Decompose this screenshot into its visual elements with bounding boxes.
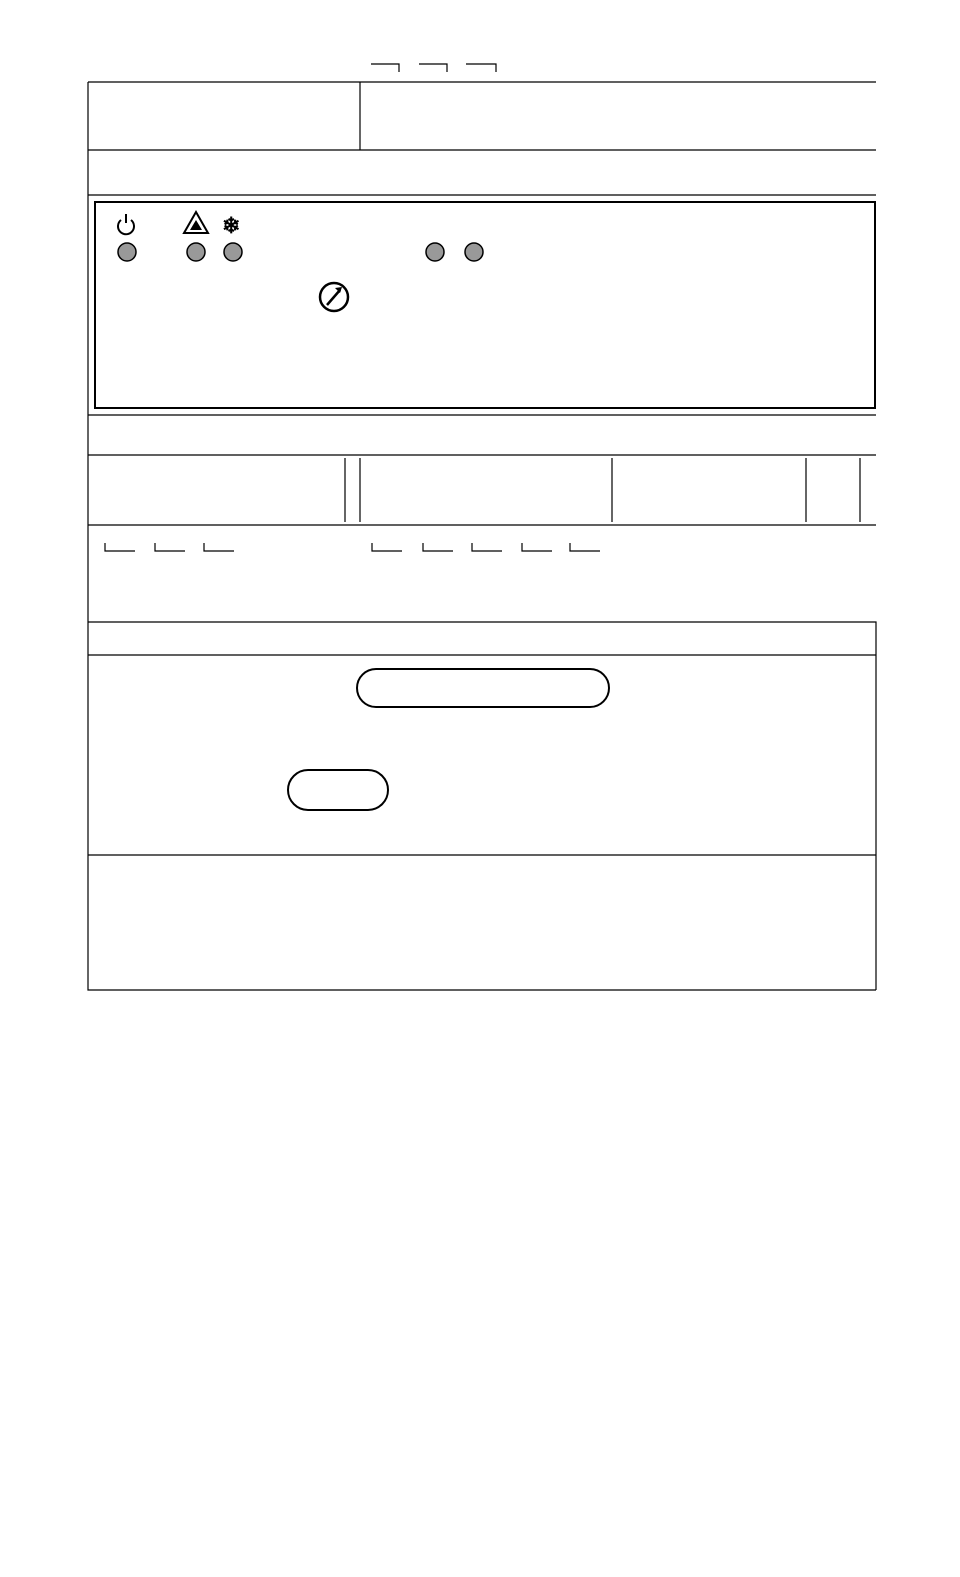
snowflake-icon: ❄ xyxy=(222,213,241,238)
panel-item xyxy=(4,1343,76,1369)
terminal-item xyxy=(529,1399,601,1425)
panel-item xyxy=(4,1225,76,1251)
power-led xyxy=(118,243,136,261)
terminal-item xyxy=(529,1428,601,1454)
burnout-led xyxy=(224,243,242,261)
panel-item xyxy=(4,1255,76,1281)
terminal-item xyxy=(529,1370,601,1396)
panel-item xyxy=(4,1313,76,1339)
temperature-dial[interactable] xyxy=(320,283,348,311)
servo-close-led xyxy=(426,243,444,261)
enclosure-outline xyxy=(88,82,876,990)
terminal-item xyxy=(529,1195,601,1221)
terminal-item xyxy=(529,1166,601,1192)
overheat-led xyxy=(187,243,205,261)
panel-item xyxy=(4,1196,76,1222)
top-contact-brackets xyxy=(371,64,496,72)
warning-triangle-icon xyxy=(184,212,208,233)
connector-strip xyxy=(357,669,609,707)
terminal-group-dividers xyxy=(345,458,860,522)
panel-item xyxy=(4,1167,76,1193)
power-icon xyxy=(118,214,134,234)
servo-open-led xyxy=(465,243,483,261)
servis-button[interactable] xyxy=(288,770,388,810)
panel-item xyxy=(4,1372,76,1398)
front-panel xyxy=(95,202,875,408)
bottom-contact-brackets xyxy=(105,543,600,551)
